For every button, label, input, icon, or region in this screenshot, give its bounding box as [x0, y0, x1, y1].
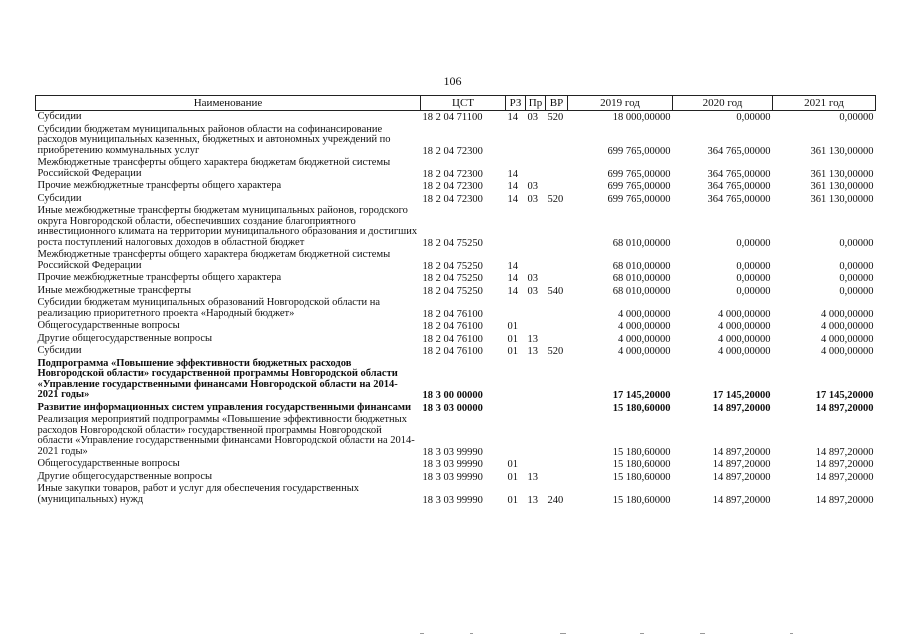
cell-2021: 14 897,20000 [815, 471, 874, 483]
cell-2021: 0,00000 [839, 237, 874, 249]
cell-vr [546, 205, 568, 249]
cell-cst: 18 3 03 99990 [422, 446, 483, 458]
cell-2021: 361 130,00000 [810, 145, 874, 157]
header-name: Наименование [36, 96, 421, 111]
cell-2021: 0,00000 [839, 260, 874, 272]
cell-rz: 01 [507, 471, 518, 483]
scan-artifact-line [700, 633, 705, 634]
cell-pr [526, 297, 546, 320]
cell-pr: 03 [527, 181, 538, 192]
cell-name: Субсидии [37, 111, 82, 122]
cell-2019: 68 010,00000 [612, 285, 671, 297]
cell-2019: 68 010,00000 [612, 237, 671, 249]
cell-name: Межбюджетные трансферты общего характера бюджетам бюджетной системы Российской Федерации [37, 249, 391, 271]
cell-vr [546, 320, 568, 333]
cell-pr [526, 414, 546, 458]
cell-name: Межбюджетные трансферты общего характера бюджетам бюджетной системы Российской Федерации [37, 157, 391, 179]
table-row [36, 333, 876, 346]
cell-vr: 520 [547, 193, 564, 205]
cell-2020: 14 897,20000 [712, 459, 771, 470]
cell-cst: 18 2 04 72300 [422, 145, 483, 157]
cell-name: Прочие межбюджетные трансферты общего характера [37, 272, 282, 283]
cell-rz: 14 [507, 112, 518, 123]
cell-2021: 14 897,20000 [815, 446, 874, 458]
cell-2019: 699 765,00000 [607, 181, 671, 192]
cell-cst: 18 2 04 76100 [422, 333, 483, 345]
header-cst: ЦСТ [421, 96, 506, 111]
cell-name: Иные закупки товаров, работ и услуг для обеспечения государственных (муниципальных) нужд [37, 483, 360, 505]
cell-cst: 18 3 00 00000 [422, 390, 483, 401]
cell-rz [506, 124, 526, 158]
cell-2019: 4 000,00000 [618, 333, 671, 345]
cell-name: Субсидии [37, 192, 82, 204]
table-row [36, 471, 876, 484]
cell-2019: 15 180,60000 [612, 459, 671, 470]
cell-2020: 364 765,00000 [707, 181, 771, 192]
cell-2021: 0,00000 [839, 112, 874, 123]
cell-cst: 18 2 04 71100 [422, 112, 483, 123]
cell-2021: 14 897,20000 [815, 459, 874, 470]
cell-2019: 15 180,60000 [612, 402, 671, 414]
cell-name: Общегосударственные вопросы [37, 458, 180, 469]
cell-pr: 13 [527, 333, 538, 345]
cell-2020: 14 897,20000 [712, 402, 771, 414]
cell-vr [546, 333, 568, 346]
cell-vr [546, 297, 568, 320]
cell-vr [546, 180, 568, 193]
cell-2019: 15 180,60000 [612, 494, 671, 506]
cell-vr [546, 249, 568, 272]
scan-artifact-line [640, 633, 644, 634]
cell-2020: 0,00000 [736, 273, 771, 284]
cell-2020: 4 000,00000 [718, 308, 771, 320]
cell-vr [546, 414, 568, 458]
cell-vr: 540 [547, 285, 564, 297]
cell-name: Общегосударственные вопросы [37, 320, 180, 331]
table-row [36, 297, 876, 320]
table-row [36, 414, 876, 458]
cell-pr [526, 320, 546, 333]
cell-rz [506, 205, 526, 249]
cell-rz: 14 [507, 285, 518, 297]
cell-2021: 4 000,00000 [821, 333, 874, 345]
table-row [36, 345, 876, 358]
cell-pr: 03 [527, 193, 538, 205]
table-row [36, 111, 876, 124]
cell-2021: 361 130,00000 [810, 181, 874, 192]
cell-pr: 03 [527, 112, 538, 123]
cell-2019: 699 765,00000 [607, 168, 671, 180]
cell-rz [506, 297, 526, 320]
cell-name: Прочие межбюджетные трансферты общего характера [37, 180, 282, 191]
cell-rz [506, 414, 526, 458]
cell-pr [526, 124, 546, 158]
table-row [36, 249, 876, 272]
cell-2019: 17 145,20000 [612, 390, 671, 401]
cell-2020: 4 000,00000 [718, 333, 771, 345]
cell-cst: 18 2 04 75250 [422, 237, 483, 249]
table-row [36, 157, 876, 180]
header-2021: 2021 год [773, 96, 876, 111]
cell-pr: 13 [527, 494, 538, 506]
cell-pr [526, 205, 546, 249]
header-2020: 2020 год [673, 96, 773, 111]
cell-cst: 18 3 03 99990 [422, 471, 483, 483]
cell-2019: 18 000,00000 [612, 112, 671, 123]
table-row [36, 483, 876, 506]
cell-name: Другие общегосударственные вопросы [37, 470, 213, 482]
cell-pr: 03 [527, 285, 538, 297]
cell-2019: 699 765,00000 [607, 145, 671, 157]
table-row [36, 320, 876, 333]
cell-2020: 364 765,00000 [707, 168, 771, 180]
cell-rz: 14 [507, 260, 518, 272]
cell-2020: 14 897,20000 [712, 446, 771, 458]
table-row [36, 193, 876, 206]
cell-vr: 240 [547, 494, 564, 506]
cell-pr [526, 358, 546, 402]
budget-table [35, 95, 876, 506]
cell-pr [526, 458, 546, 471]
cell-cst: 18 2 04 75250 [422, 285, 483, 297]
table-row [36, 402, 876, 415]
cell-cst: 18 2 04 76100 [422, 308, 483, 320]
scan-artifact-line [470, 633, 473, 634]
cell-rz [506, 402, 526, 415]
cell-2020: 0,00000 [736, 260, 771, 272]
cell-vr [546, 124, 568, 158]
cell-name: Развитие информационных систем управления государственными финансами [37, 401, 412, 413]
cell-cst: 18 2 04 76100 [422, 321, 483, 332]
cell-2020: 14 897,20000 [712, 471, 771, 483]
table-row [36, 180, 876, 193]
cell-vr [546, 471, 568, 484]
table-row [36, 124, 876, 158]
cell-vr [546, 458, 568, 471]
table-row [36, 205, 876, 249]
cell-2020: 4 000,00000 [718, 346, 771, 357]
cell-2020: 4 000,00000 [718, 321, 771, 332]
cell-name: Субсидии бюджетам муниципальных образований Новгородской области на реализацию приоритетного проекта «Народный бюджет» [37, 297, 381, 319]
cell-cst: 18 2 04 72300 [422, 193, 483, 205]
cell-2021: 0,00000 [839, 273, 874, 284]
cell-pr [526, 157, 546, 180]
cell-2020: 14 897,20000 [712, 494, 771, 506]
cell-cst: 18 2 04 75250 [422, 260, 483, 272]
cell-cst: 18 3 03 99990 [422, 459, 483, 470]
cell-rz: 14 [507, 193, 518, 205]
cell-cst: 18 2 04 72300 [422, 181, 483, 192]
cell-cst: 18 2 04 72300 [422, 168, 483, 180]
cell-pr: 13 [527, 346, 538, 357]
cell-2021: 0,00000 [839, 285, 874, 297]
cell-rz: 14 [507, 273, 518, 284]
cell-name: Субсидии бюджетам муниципальных районов области на софинансирование расходов муниципальных казенных, бюджетных и автономных учреждений по приобретению коммунальных услуг [37, 123, 391, 156]
cell-2021: 361 130,00000 [810, 193, 874, 205]
cell-cst: 18 3 03 99990 [422, 494, 483, 506]
cell-pr [526, 249, 546, 272]
cell-2020: 17 145,20000 [712, 390, 771, 401]
cell-2020: 364 765,00000 [707, 145, 771, 157]
header-2019: 2019 год [568, 96, 673, 111]
table-body [36, 111, 876, 507]
cell-2021: 17 145,20000 [815, 390, 874, 401]
cell-2021: 14 897,20000 [815, 402, 874, 414]
cell-cst: 18 2 04 75250 [422, 273, 483, 284]
cell-name: Другие общегосударственные вопросы [37, 332, 213, 344]
cell-name: Подпрограмма «Повышение эффективности бюджетных расходов Новгородской области» государственной программы Новгородской области «Управление государственными финансами Новгородской области на 2014-2021 годы» [37, 357, 398, 400]
cell-vr [546, 358, 568, 402]
scan-artifact-line [560, 633, 566, 634]
cell-vr [546, 157, 568, 180]
cell-2019: 4 000,00000 [618, 346, 671, 357]
cell-rz: 14 [507, 168, 518, 180]
cell-vr [546, 402, 568, 415]
cell-2019: 699 765,00000 [607, 193, 671, 205]
cell-name: Реализация мероприятий подпрограммы «Повышение эффективности бюджетных расходов Новгородской области» государственной программы Новгородской области «Управление государственными финансами Новгородской области на 2014-2021 годы» [37, 414, 415, 457]
table-row [36, 358, 876, 402]
cell-vr [546, 272, 568, 285]
table-row [36, 285, 876, 298]
cell-vr: 520 [547, 112, 564, 123]
table-row [36, 272, 876, 285]
cell-rz: 01 [507, 459, 518, 470]
cell-name: Иные межбюджетные трансферты бюджетам муниципальных районов, городского округа Новгородской области, обеспечивших создание благоприятного инвестиционного климата на территории муниципального образования и достигших роста поступлений налоговых доходов в областной бюджет [37, 205, 418, 248]
cell-pr [526, 402, 546, 415]
cell-2021: 4 000,00000 [821, 308, 874, 320]
cell-2019: 4 000,00000 [618, 308, 671, 320]
cell-pr: 13 [527, 471, 538, 483]
header-pr: Пр [526, 96, 546, 111]
cell-name: Иные межбюджетные трансферты [37, 284, 192, 296]
cell-2019: 4 000,00000 [618, 321, 671, 332]
cell-rz: 01 [507, 321, 518, 332]
cell-rz: 01 [507, 494, 518, 506]
cell-2019: 68 010,00000 [612, 260, 671, 272]
cell-rz: 01 [507, 346, 518, 357]
cell-2019: 68 010,00000 [612, 273, 671, 284]
cell-2020: 0,00000 [736, 112, 771, 123]
cell-2020: 364 765,00000 [707, 193, 771, 205]
header-vr: ВР [546, 96, 568, 111]
cell-2021: 4 000,00000 [821, 346, 874, 357]
cell-2019: 15 180,60000 [612, 471, 671, 483]
cell-2020: 0,00000 [736, 237, 771, 249]
cell-rz: 14 [507, 181, 518, 192]
cell-cst: 18 2 04 76100 [422, 346, 483, 357]
header-rz: РЗ [506, 96, 526, 111]
scan-artifact-line [790, 633, 793, 634]
table-header-row [36, 96, 876, 111]
page-number: 106 [443, 74, 462, 88]
cell-pr: 03 [527, 273, 538, 284]
cell-2021: 14 897,20000 [815, 494, 874, 506]
cell-rz [506, 358, 526, 402]
cell-2020: 0,00000 [736, 285, 771, 297]
cell-rz: 01 [507, 333, 518, 345]
cell-2021: 361 130,00000 [810, 168, 874, 180]
cell-vr: 520 [547, 346, 564, 357]
cell-2019: 15 180,60000 [612, 446, 671, 458]
table-row [36, 458, 876, 471]
cell-cst: 18 3 03 00000 [422, 402, 483, 414]
cell-name: Субсидии [37, 345, 82, 356]
cell-2021: 4 000,00000 [821, 321, 874, 332]
scan-artifact-line [420, 633, 424, 634]
